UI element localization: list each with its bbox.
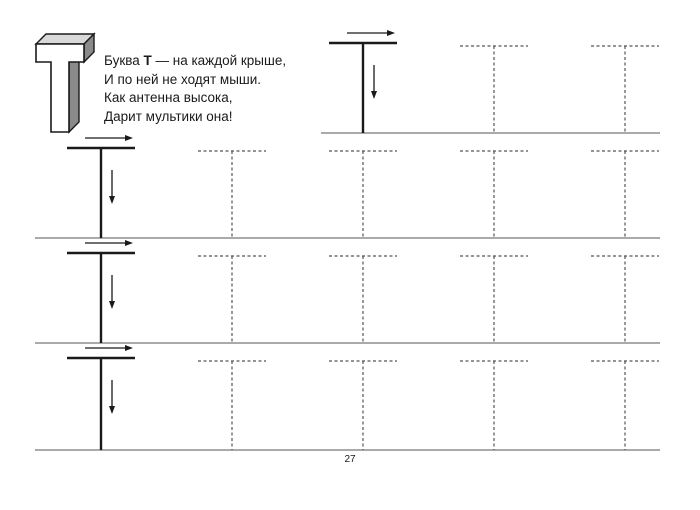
arrow-head-right-icon	[125, 135, 133, 141]
page-number: 27	[344, 454, 356, 465]
arrow-head-right-icon	[387, 30, 395, 36]
poem-line-1-start: Буква	[104, 53, 144, 68]
arrow-head-down-icon	[109, 196, 115, 204]
poem-line-2: И по ней не ходят мыши.	[104, 71, 262, 87]
poem-letter: Т	[143, 53, 152, 68]
poem	[104, 52, 319, 126]
poem-line-1-end: — на каждой крыше,	[151, 53, 287, 68]
arrow-head-down-icon	[109, 301, 115, 309]
arrow-head-down-icon	[109, 406, 115, 414]
poem-line-4: Дарит мультики она!	[104, 108, 233, 124]
arrow-head-right-icon	[125, 345, 133, 351]
arrow-head-down-icon	[371, 91, 377, 99]
block-letter-t-icon	[36, 34, 94, 132]
arrow-head-right-icon	[125, 240, 133, 246]
baselines	[35, 133, 660, 450]
poem-line-3: Как антенна высока,	[104, 90, 233, 105]
poem-line-1	[104, 52, 319, 71]
